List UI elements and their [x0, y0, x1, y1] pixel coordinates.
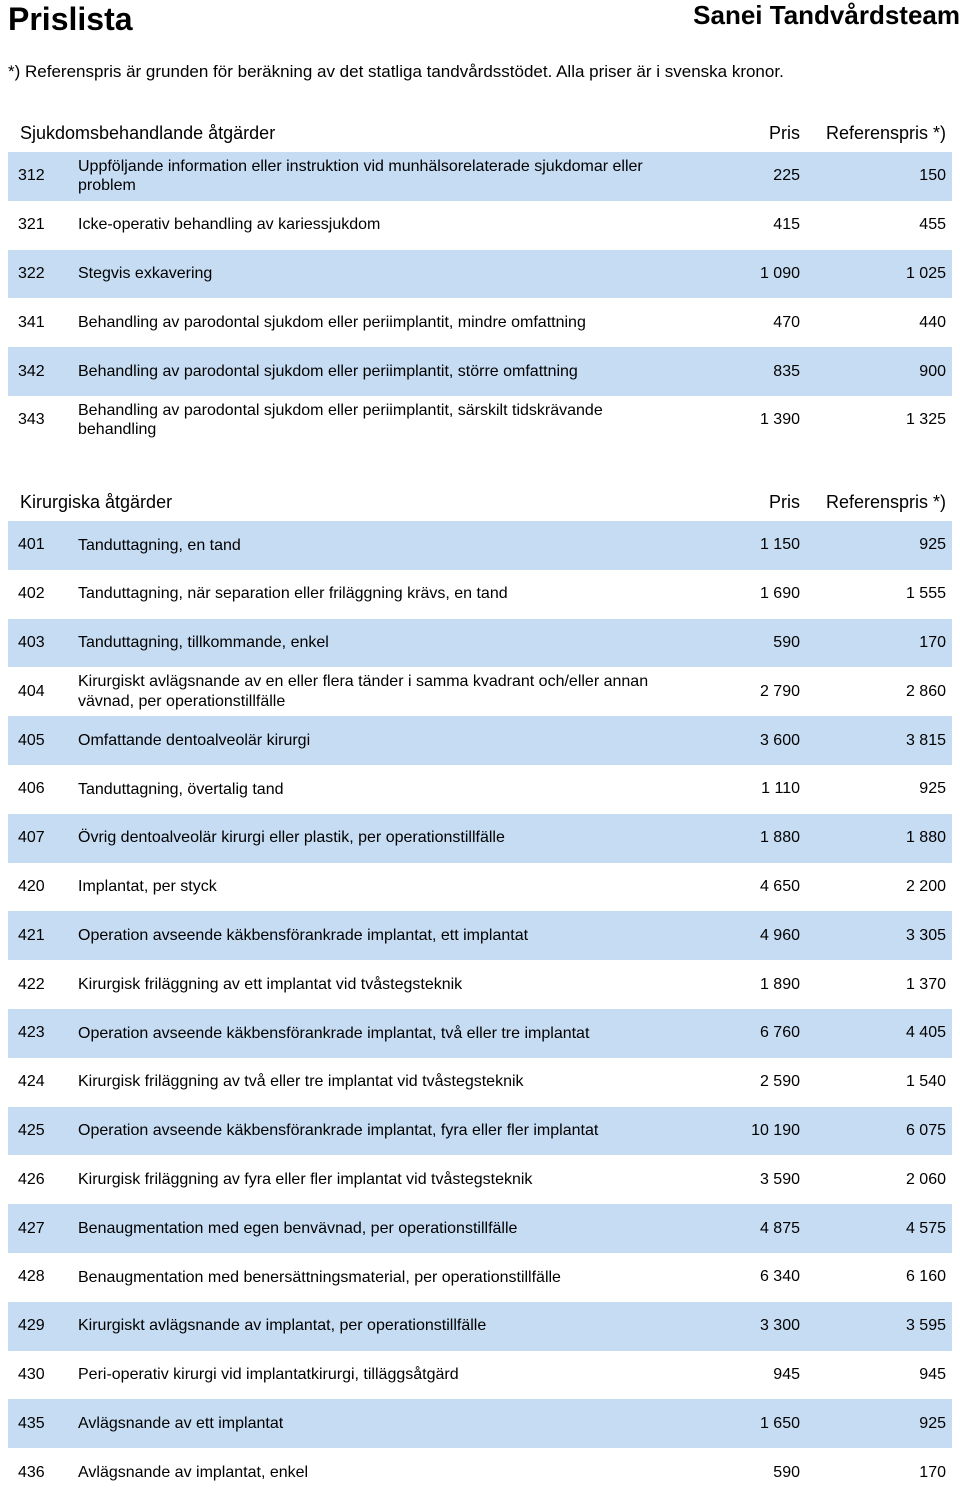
treatment-price: 1 650: [759, 1414, 800, 1432]
table-row: [8, 1058, 952, 1107]
treatment-description: Omfattande dentoalveolär kirurgi: [78, 731, 311, 749]
table-row: [8, 1253, 952, 1302]
price-table-surgical: [8, 521, 952, 1497]
treatment-code: 343: [18, 411, 45, 429]
page-title: Prislista: [8, 1, 133, 37]
treatment-price: 1 880: [759, 829, 800, 847]
table-row: [8, 250, 952, 299]
reference-price-column-header: Referenspris *): [825, 123, 946, 143]
treatment-price: 590: [773, 1463, 800, 1481]
treatment-description: Icke-operativ behandling av kariessjukdom: [78, 216, 381, 234]
treatment-price: 2 590: [759, 1073, 800, 1091]
treatment-code: 406: [18, 780, 45, 798]
treatment-description: Uppföljande information eller instruktion vid munhälsorelaterade sjukdomar eller problem: [78, 157, 643, 195]
treatment-price: 945: [773, 1365, 800, 1383]
treatment-code: 420: [18, 877, 45, 895]
treatment-price: 590: [773, 633, 800, 651]
treatment-reference-price: 4 575: [905, 1219, 946, 1237]
treatment-reference-price: 1 325: [905, 411, 946, 429]
treatment-code: 342: [18, 362, 45, 380]
treatment-description: Tanduttagning, tillkommande, enkel: [78, 634, 329, 652]
treatment-description: Operation avseende käkbensförankrade implantat, fyra eller fler implantat: [78, 1122, 599, 1140]
treatment-reference-price: 4 405: [905, 1024, 946, 1042]
table-row: [8, 814, 952, 863]
table-row: [8, 396, 952, 445]
table-row: [8, 521, 952, 570]
treatment-description: Benaugmentation med egen benvävnad, per operationstillfälle: [78, 1219, 518, 1237]
treatment-price: 1 390: [759, 411, 800, 429]
treatment-price: 470: [773, 313, 800, 331]
price-column-header: Pris: [769, 123, 800, 143]
treatment-reference-price: 6 160: [905, 1268, 946, 1286]
treatment-price: 4 875: [759, 1219, 800, 1237]
treatment-description: Kirurgiskt avlägsnande av en eller flera tänder i samma kvadrant och/eller annan vävnad, per operationstillfälle: [78, 673, 649, 710]
treatment-reference-price: 150: [919, 167, 946, 185]
table-row: [8, 201, 952, 250]
treatment-reference-price: 2 860: [905, 682, 946, 700]
treatment-code: 341: [18, 313, 45, 331]
treatment-reference-price: 1 880: [905, 829, 946, 847]
price-column-header: Pris: [769, 492, 800, 512]
treatment-description: Tanduttagning, övertalig tand: [78, 780, 284, 798]
treatment-code: 424: [18, 1073, 45, 1091]
treatment-reference-price: 440: [919, 313, 946, 331]
treatment-description: Implantat, per styck: [78, 878, 217, 896]
treatment-description: Behandling av parodontal sjukdom eller periimplantit, mindre omfattning: [78, 314, 586, 332]
treatment-description: Operation avseende käkbensförankrade implantat, ett implantat: [78, 927, 529, 945]
section-header-surgical: [8, 482, 952, 522]
treatment-price: 225: [773, 167, 800, 185]
treatment-reference-price: 1 025: [905, 264, 946, 282]
treatment-price: 4 960: [759, 926, 800, 944]
treatment-description: Kirurgisk friläggning av två eller tre implantat vid tvåstegsteknik: [78, 1073, 524, 1091]
section-title: Kirurgiska åtgärder: [20, 492, 173, 512]
treatment-description: Kirurgisk friläggning av fyra eller fler implantat vid tvåstegsteknik: [78, 1171, 533, 1188]
treatment-code: 402: [18, 585, 45, 603]
table-row: [8, 1107, 952, 1156]
treatment-code: 425: [18, 1121, 45, 1139]
table-row: [8, 1204, 952, 1253]
treatment-code: 312: [18, 167, 45, 185]
section-header-disease-treatment: [8, 113, 952, 153]
treatment-code: 427: [18, 1219, 45, 1237]
treatment-reference-price: 170: [919, 1463, 946, 1481]
treatment-description: Tanduttagning, en tand: [78, 536, 241, 554]
treatment-description: Tanduttagning, när separation eller friläggning krävs, en tand: [78, 585, 508, 603]
table-row: [8, 1155, 952, 1204]
treatment-code: 407: [18, 829, 45, 847]
treatment-code: 404: [18, 682, 45, 700]
table-row: [8, 570, 952, 619]
treatment-reference-price: 3 305: [905, 926, 946, 944]
treatment-reference-price: 2 060: [905, 1170, 946, 1188]
treatment-price: 1 890: [759, 975, 800, 993]
table-row: [8, 1302, 952, 1351]
treatment-code: 405: [18, 731, 45, 749]
treatment-description: Peri-operativ kirurgi vid implantatkirurgi, tilläggsåtgärd: [78, 1366, 459, 1384]
treatment-description: Övrig dentoalveolär kirurgi eller plastik, per operationstillfälle: [78, 829, 505, 847]
treatment-description: Behandling av parodontal sjukdom eller periimplantit, särskilt tidskrävande behandling: [78, 401, 603, 439]
treatment-price: 415: [773, 216, 800, 234]
table-row: [8, 619, 952, 668]
treatment-code: 435: [18, 1414, 45, 1432]
treatment-reference-price: 170: [919, 633, 946, 651]
table-row: [8, 765, 952, 814]
treatment-code: 401: [18, 536, 45, 554]
table-row: [8, 1351, 952, 1400]
treatment-price: 3 300: [759, 1317, 800, 1335]
treatment-price: 3 590: [759, 1170, 800, 1188]
treatment-price: 2 790: [759, 682, 800, 700]
treatment-reference-price: 6 075: [905, 1121, 946, 1139]
treatment-description: Behandling av parodontal sjukdom eller periimplantit, större omfattning: [78, 362, 578, 380]
treatment-description: Kirurgiskt avlägsnande av implantat, per operationstillfälle: [78, 1317, 487, 1335]
treatment-description: Kirurgisk friläggning av ett implantat vid tvåstegsteknik: [78, 975, 463, 993]
table-row: [8, 152, 952, 201]
treatment-reference-price: 900: [919, 362, 946, 380]
treatment-reference-price: 3 815: [905, 731, 946, 749]
treatment-reference-price: 1 555: [905, 585, 946, 603]
treatment-code: 403: [18, 633, 45, 651]
table-row: [8, 667, 952, 716]
table-row: [8, 716, 952, 765]
table-row: [8, 1448, 952, 1497]
table-row: [8, 911, 952, 960]
section-title: Sjukdomsbehandlande åtgärder: [20, 123, 276, 143]
treatment-reference-price: 1 370: [905, 975, 946, 993]
table-row: [8, 298, 952, 347]
treatment-reference-price: 925: [919, 1414, 946, 1432]
treatment-code: 426: [18, 1170, 45, 1188]
treatment-description: Avlägsnande av ett implantat: [78, 1414, 284, 1432]
treatment-code: 429: [18, 1317, 45, 1335]
treatment-price: 4 650: [759, 877, 800, 895]
treatment-code: 322: [18, 264, 45, 282]
treatment-code: 428: [18, 1268, 45, 1286]
treatment-reference-price: 925: [919, 536, 946, 554]
treatment-price: 1 690: [759, 585, 800, 603]
treatment-description: Operation avseende käkbensförankrade implantat, två eller tre implantat: [78, 1024, 590, 1042]
clinic-name: Sanei Tandvårdsteam: [693, 0, 960, 30]
table-row: [8, 960, 952, 1009]
treatment-reference-price: 3 595: [905, 1317, 946, 1335]
treatment-code: 321: [18, 216, 45, 234]
table-row: [8, 1399, 952, 1448]
treatment-code: 423: [18, 1024, 45, 1042]
treatment-description: Benaugmentation med benersättningsmaterial, per operationstillfälle: [78, 1268, 561, 1286]
treatment-price: 1 090: [759, 264, 800, 282]
treatment-price: 10 190: [751, 1121, 800, 1139]
treatment-code: 436: [18, 1463, 45, 1481]
treatment-reference-price: 945: [919, 1365, 946, 1383]
treatment-price: 6 760: [759, 1024, 800, 1042]
treatment-reference-price: 455: [919, 216, 946, 234]
treatment-code: 422: [18, 975, 45, 993]
treatment-description: Stegvis exkavering: [78, 265, 213, 283]
treatment-price: 6 340: [759, 1268, 800, 1286]
price-table-disease-treatment: [8, 152, 952, 445]
treatment-price: 1 110: [761, 780, 800, 798]
treatment-price: 835: [773, 362, 800, 380]
reference-price-column-header: Referenspris *): [825, 492, 946, 512]
table-row: [8, 1009, 952, 1058]
treatment-reference-price: 2 200: [905, 877, 946, 895]
table-row: [8, 347, 952, 396]
treatment-price: 3 600: [759, 731, 800, 749]
table-row: [8, 863, 952, 912]
reference-price-note: *) Referenspris är grunden för beräkning av det statliga tandvårdsstödet. Alla priser är i svenska kronor.: [8, 62, 784, 81]
treatment-reference-price: 925: [919, 780, 946, 798]
treatment-code: 421: [18, 926, 45, 944]
treatment-description: Avlägsnande av implantat, enkel: [78, 1463, 309, 1481]
treatment-code: 430: [18, 1365, 45, 1383]
treatment-price: 1 150: [759, 536, 800, 554]
treatment-reference-price: 1 540: [905, 1073, 946, 1091]
